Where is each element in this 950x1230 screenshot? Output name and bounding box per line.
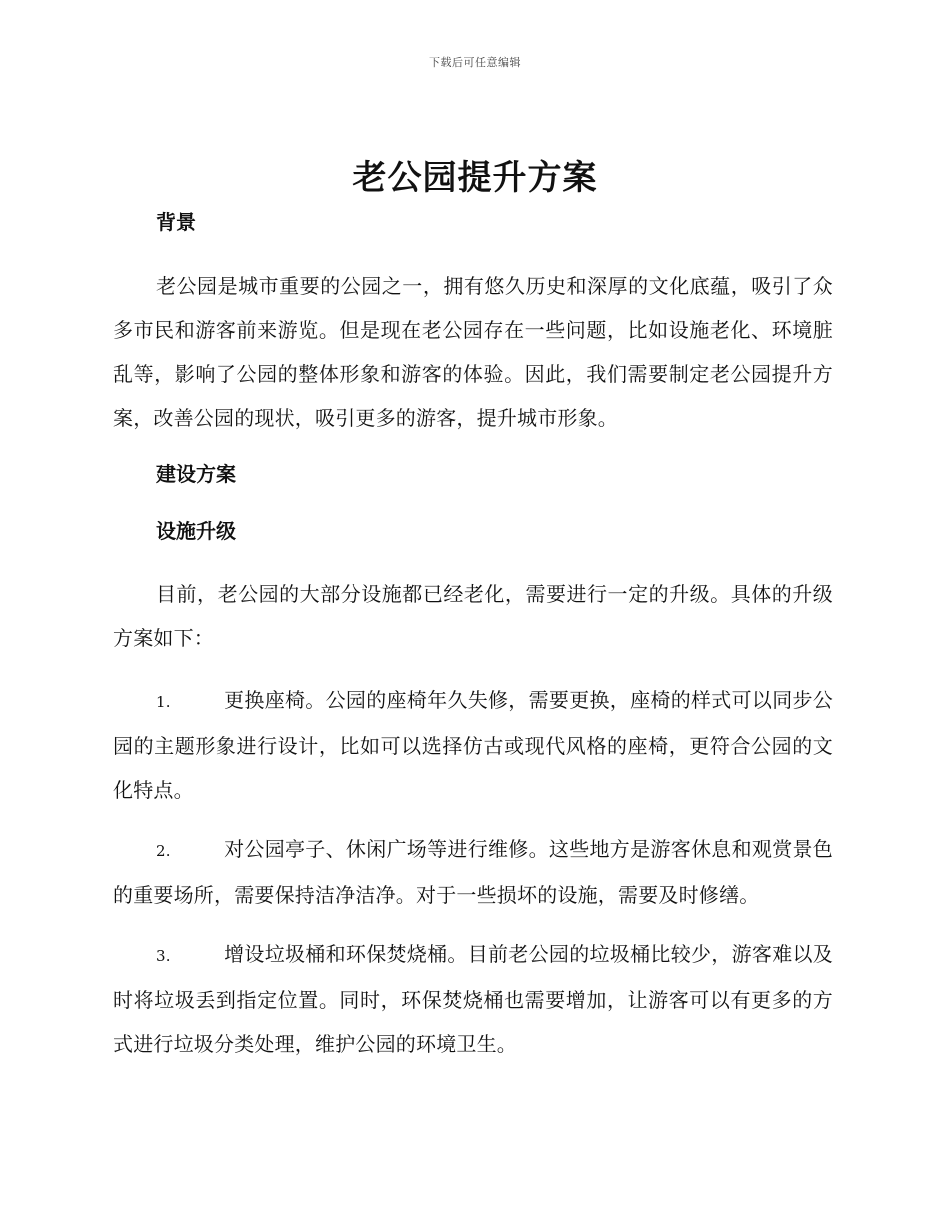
- document-title: 老公园提升方案: [352, 158, 598, 198]
- list-item: [113, 678, 833, 812]
- page-header-note: 下载后可任意编辑: [429, 56, 521, 69]
- list-item-text: 增设垃圾桶和环保焚烧桶。目前老公园的垃圾桶比较少，游客难以及时将垃圾丢到指定位置。同时，环保焚烧桶也需要增加，让游客可以有更多的方式进行垃圾分类处理，维护公园的环境卫生。: [113, 942, 833, 1056]
- list-item-number: 1.: [156, 693, 171, 711]
- list-item: [113, 932, 833, 1066]
- list-item-number: 2.: [156, 842, 171, 860]
- section-heading-background: 背景: [156, 210, 196, 234]
- document-body: [113, 206, 833, 1066]
- list-item-text: 更换座椅。公园的座椅年久失修，需要更换，座椅的样式可以同步公园的主题形象进行设计，比如可以选择仿古或现代风格的座椅，更符合公园的文化特点。: [113, 688, 833, 802]
- list-item-text: 对公园亭子、休闲广场等进行维修。这些地方是游客休息和观赏景色的重要场所，需要保持洁净洁净。对于一些损坏的设施，需要及时修缮。: [113, 837, 833, 907]
- background-paragraph: 老公园是城市重要的公园之一，拥有悠久历史和深厚的文化底蕴，吸引了众多市民和游客前来游览。但是现在老公园存在一些问题，比如设施老化、环境脏乱等，影响了公园的整体形象和游客的体验。因此，我们需要制定老公园提升方案，改善公园的现状，吸引更多的游客，提升城市形象。: [113, 274, 833, 430]
- list-item: [113, 827, 833, 917]
- section-heading-plan: 建设方案: [156, 462, 236, 486]
- section-heading-facility: 设施升级: [156, 519, 236, 543]
- facility-intro-paragraph: 目前，老公园的大部分设施都已经老化，需要进行一定的升级。具体的升级方案如下：: [113, 582, 833, 650]
- list-item-number: 3.: [156, 947, 171, 965]
